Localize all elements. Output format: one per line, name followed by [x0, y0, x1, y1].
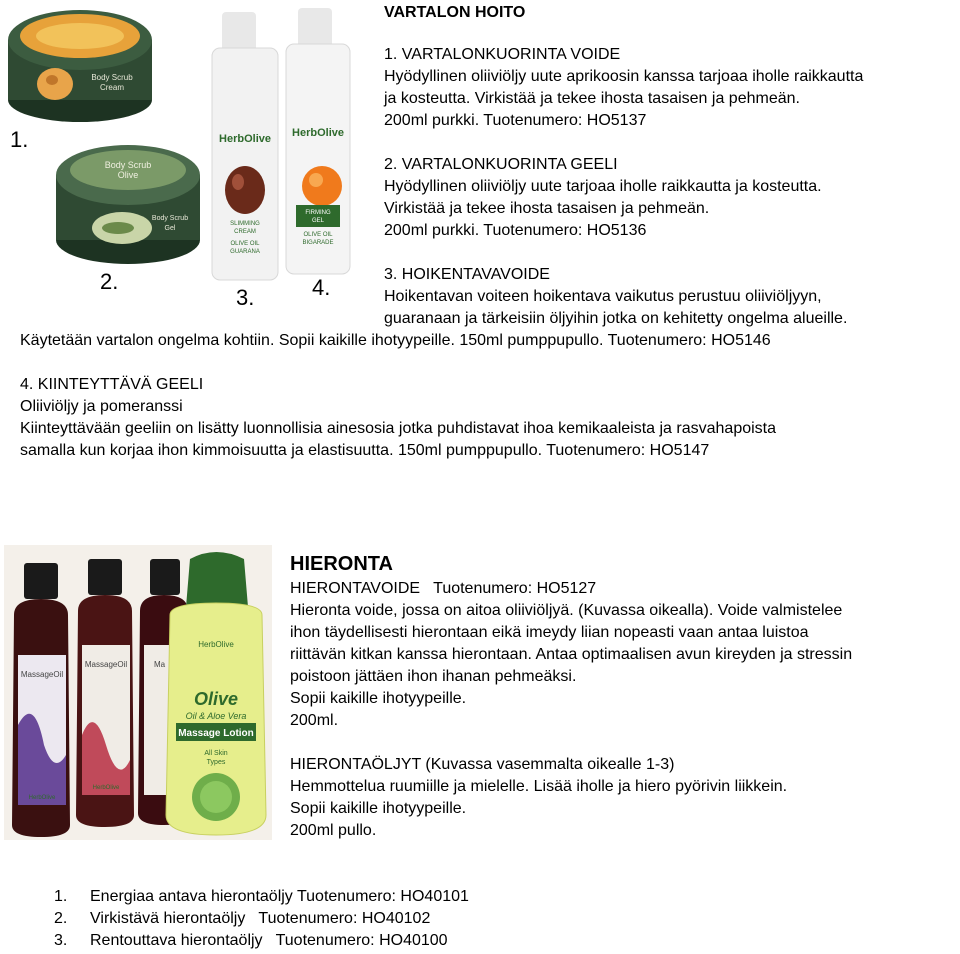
hierontaoljyt-line: 200ml pullo.	[290, 822, 377, 839]
hierontaoljyt-line: HIERONTAÖLJYT (Kuvassa vasemmalta oikealle 1-3)	[290, 756, 675, 773]
svg-text:MassageOil: MassageOil	[20, 670, 64, 679]
section-heading-vartalon-hoito: VARTALON HOITO	[384, 4, 526, 21]
svg-text:HerbOlive: HerbOlive	[219, 133, 271, 145]
svg-text:Cream: Cream	[99, 83, 125, 92]
product-2-line: 200ml purkki. Tuotenumero: HO5136	[384, 222, 647, 239]
svg-text:CREAM: CREAM	[234, 229, 256, 235]
svg-text:Ma: Ma	[154, 660, 166, 669]
hierontavoide-line: ihon täydellisesti hierontaan eikä imeydy liian nopeasti vaan antaa luistoa	[290, 624, 809, 641]
svg-text:Oil & Aloe Vera: Oil & Aloe Vera	[185, 711, 247, 721]
product-1-title: 1. VARTALONKUORINTA VOIDE	[384, 46, 621, 63]
svg-text:Body Scrub: Body Scrub	[91, 73, 133, 82]
body-care-products-image	[0, 0, 375, 310]
product-1-line: ja kosteutta. Virkistää ja tekee ihosta tasaisen ja pehmeän.	[384, 90, 800, 107]
svg-text:GUARANA: GUARANA	[230, 249, 260, 255]
list-item: Rentouttava hierontaöljy Tuotenumero: HO40100	[90, 932, 448, 949]
product-4-title: 4. KIINTEYTTÄVÄ GEELI	[20, 376, 204, 393]
product-2-title: 2. VARTALONKUORINTA GEELI	[384, 156, 618, 173]
list-item-number: 3.	[54, 932, 68, 949]
svg-text:MassageOil: MassageOil	[84, 660, 128, 669]
hierontavoide-line: riittävän kitkan kanssa hierontaan. Antaa optimaalisen avun kireyden ja stressin	[290, 646, 853, 663]
svg-text:FIRMING: FIRMING	[305, 210, 331, 216]
product-2-line: Virkistää ja tekee ihosta tasaisen ja pehmeän.	[384, 200, 710, 217]
section-heading-hieronta: HIERONTA	[290, 553, 393, 575]
body-scrub-gel-jar	[56, 145, 200, 264]
svg-text:HerbOlive: HerbOlive	[292, 127, 344, 139]
svg-text:GEL: GEL	[311, 218, 325, 224]
svg-text:HerbOlive: HerbOlive	[198, 640, 234, 649]
product-3-line: Hoikentavan voiteen hoikentava vaikutus perustuu oliiviöljyyn,	[384, 288, 822, 305]
product-4-line: Oliiviöljy ja pomeranssi	[20, 398, 183, 415]
svg-text:Gel: Gel	[164, 225, 176, 232]
product-1-line: 200ml purkki. Tuotenumero: HO5137	[384, 112, 647, 129]
list-item: Virkistävä hierontaöljy Tuotenumero: HO40102	[90, 910, 431, 927]
svg-text:All Skin: All Skin	[204, 750, 228, 757]
product-3-line: Käytetään vartalon ongelma kohtiin. Sopii kaikille ihotyypeille. 150ml pumppupullo. Tuotenumero: HO5146	[20, 332, 771, 349]
slimming-cream-bottle	[212, 12, 278, 280]
image-number-3: 3.	[236, 285, 255, 310]
image-number-2: 2.	[100, 269, 119, 294]
svg-text:Body Scrub: Body Scrub	[151, 215, 189, 222]
image-number-4: 4.	[312, 275, 331, 300]
list-item: Energiaa antava hierontaöljy Tuotenumero: HO40101	[90, 888, 469, 905]
hierontavoide-line: Sopii kaikille ihotyypeille.	[290, 690, 467, 707]
massage-oil-bottle-2	[76, 559, 134, 827]
svg-text:BIGARADE: BIGARADE	[302, 240, 334, 246]
hierontavoide-line: 200ml.	[290, 712, 339, 729]
product-1-line: Hyödyllinen oliiviöljy uute aprikoosin kanssa tarjoaa iholle raikkautta	[384, 68, 864, 85]
product-4-line: samalla kun korjaa ihon kimmoisuutta ja elastisuutta. 150ml pumppupullo. Tuotenumero: HO5147	[20, 442, 710, 459]
svg-text:Olive: Olive	[117, 170, 139, 180]
svg-text:HerbOlive: HerbOlive	[28, 795, 56, 801]
svg-text:Body Scrub: Body Scrub	[104, 160, 152, 170]
hierontaoljyt-line: Hemmottelua ruumiille ja mielelle. Lisää iholle ja hiero pyörivin liikkein.	[290, 778, 788, 795]
product-3-line: guaranaan ja tärkeisiin öljyihin jotka on kehitetty ongelma alueille.	[384, 310, 848, 327]
hierontavoide-line: Hieronta voide, jossa on aitoa oliiviöljyä. (Kuvassa oikealla). Voide valmistelee	[290, 602, 843, 619]
list-item-number: 1.	[54, 888, 68, 905]
firming-gel-bottle	[286, 8, 350, 274]
product-3-title: 3. HOIKENTAVAVOIDE	[384, 266, 550, 283]
product-4-line: Kiinteyttävään geeliin on lisätty luonnollisia ainesosia jotka puhdistavat ihoa kemikaaleista ja rasvahapoista	[20, 420, 777, 437]
svg-text:Massage Lotion: Massage Lotion	[178, 728, 254, 739]
svg-text:Types: Types	[206, 759, 226, 766]
hierontaoljyt-line: Sopii kaikille ihotyypeille.	[290, 800, 467, 817]
svg-text:HerbOlive: HerbOlive	[92, 785, 120, 791]
body-scrub-cream-jar	[8, 10, 152, 122]
svg-text:OLIVE OIL: OLIVE OIL	[230, 241, 260, 247]
hierontavoide-line: poistoon jättäen ihon ihanan pehmeäksi.	[290, 668, 577, 685]
list-item-number: 2.	[54, 910, 68, 927]
massage-oil-bottle-1	[12, 563, 70, 837]
svg-text:Olive: Olive	[193, 689, 239, 709]
svg-text:OLIVE OIL: OLIVE OIL	[303, 232, 333, 238]
hierontavoide-line: HIERONTAVOIDE Tuotenumero: HO5127	[290, 580, 597, 597]
massage-products-image	[4, 545, 272, 840]
svg-text:SLIMMING: SLIMMING	[230, 221, 260, 227]
product-2-line: Hyödyllinen oliiviöljy uute tarjoaa iholle raikkautta ja kosteutta.	[384, 178, 822, 195]
image-number-1: 1.	[10, 127, 29, 152]
